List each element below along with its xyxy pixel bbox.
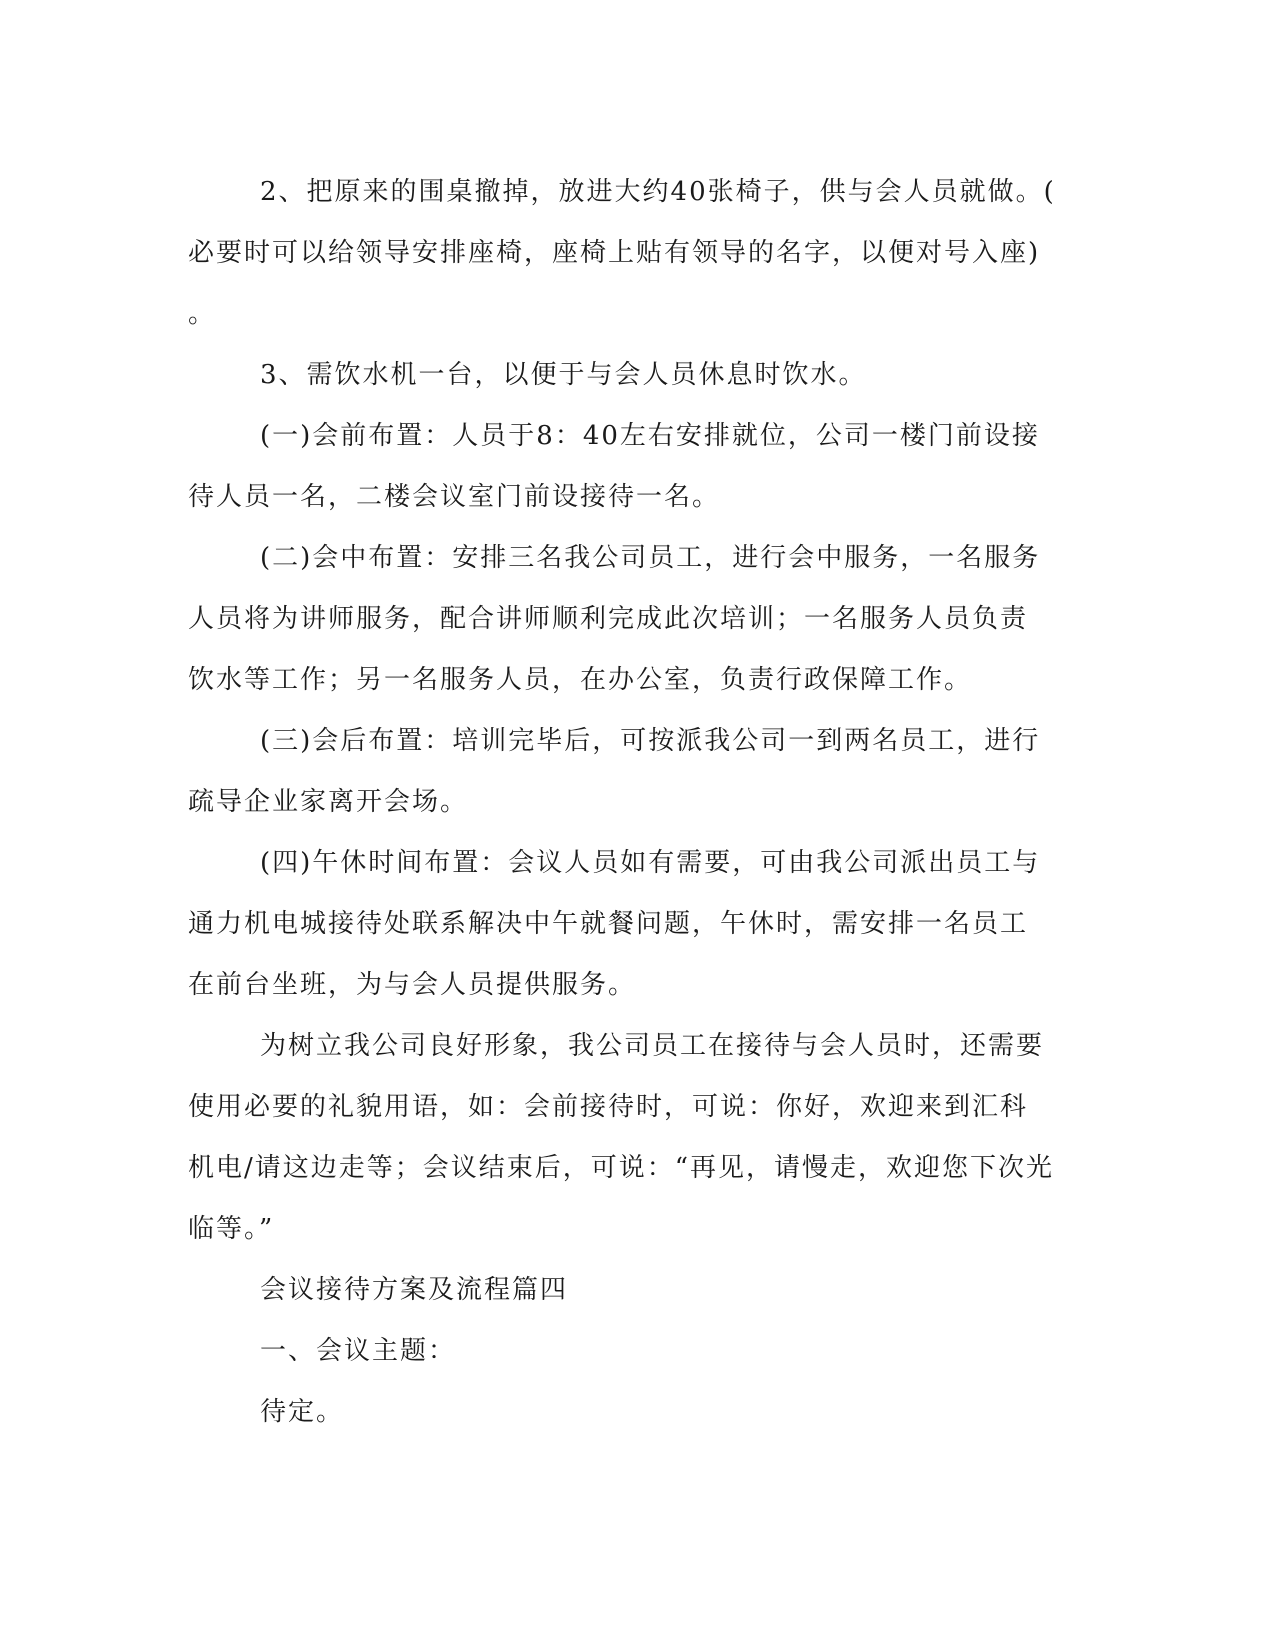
section-heading: 会议接待方案及流程篇四 <box>260 1275 569 1305</box>
paragraph-line: 在前台坐班，为与会人员提供服务。 <box>188 970 637 1000</box>
paragraph-line: 人员将为讲师服务，配合讲师顺利完成此次培训；一名服务人员负责 <box>188 604 1029 634</box>
document-body <box>188 162 1068 1443</box>
paragraph-line: 通力机电城接待处联系解决中午就餐问题，午休时，需安排一名员工 <box>188 909 1029 939</box>
paragraph-line: 疏导企业家离开会场。 <box>188 787 469 817</box>
paragraph-line: (二)会中布置：安排三名我公司员工，进行会中服务，一名服务 <box>260 543 1041 573</box>
paragraph-line: 饮水等工作；另一名服务人员，在办公室，负责行政保障工作。 <box>188 665 973 695</box>
paragraph-line: (三)会后布置：培训完毕后，可按派我公司一到两名员工，进行 <box>260 726 1041 756</box>
paragraph-line: 2、把原来的围桌撤掉，放进大约40张椅子，供与会人员就做。( <box>260 177 1056 207</box>
paragraph-line: 为树立我公司良好形象，我公司员工在接待与会人员时，还需要 <box>260 1031 1045 1061</box>
subsection-heading: 一、会议主题： <box>260 1336 457 1366</box>
paragraph-line: 使用必要的礼貌用语，如：会前接待时，可说：你好，欢迎来到汇科 <box>188 1092 1029 1122</box>
paragraph-line: 待定。 <box>260 1397 345 1427</box>
paragraph-line: 机电/请这边走等；会议结束后，可说：“再见，请慢走，欢迎您下次光 <box>188 1153 1055 1183</box>
paragraph-line: 临等。” <box>188 1214 275 1244</box>
paragraph-line: (一)会前布置：人员于8：40左右安排就位，公司一楼门前设接 <box>260 421 1040 451</box>
paragraph-line: (四)午休时间布置：会议人员如有需要，可由我公司派出员工与 <box>260 848 1041 878</box>
paragraph-line: 3、需饮水机一台，以便于与会人员休息时饮水。 <box>260 360 867 390</box>
paragraph-line: 。 <box>188 299 217 329</box>
paragraph-line: 必要时可以给领导安排座椅，座椅上贴有领导的名字，以便对号入座) <box>188 238 1041 268</box>
paragraph-line: 待人员一名，二楼会议室门前设接待一名。 <box>188 482 721 512</box>
